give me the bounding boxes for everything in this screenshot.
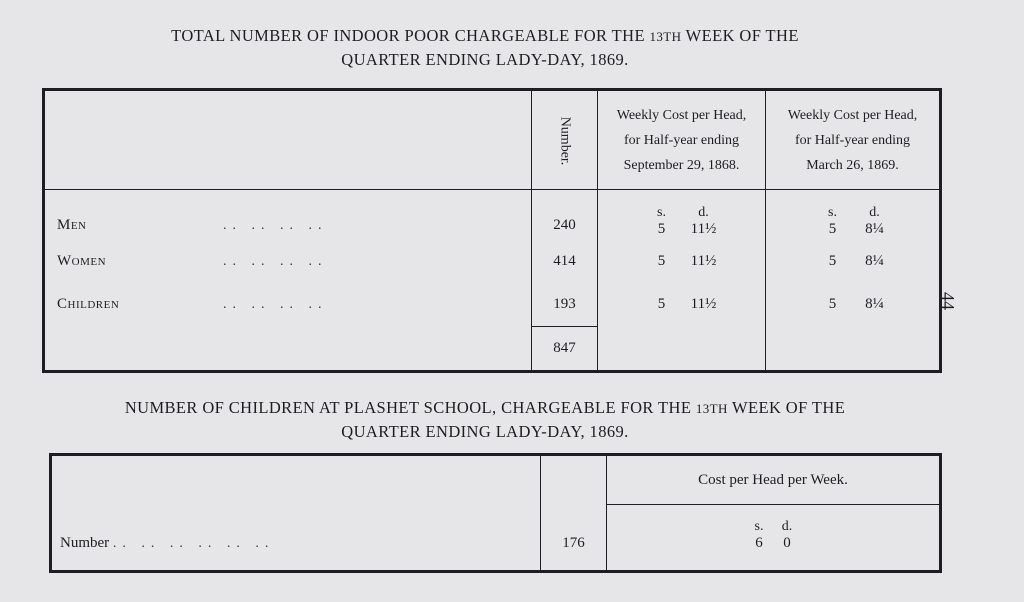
cost-shillings: 6 xyxy=(755,535,763,551)
row-label-cell xyxy=(44,240,532,283)
number-label: Number xyxy=(60,535,110,551)
table1-title xyxy=(30,24,940,71)
cost-pence: 0 xyxy=(783,535,791,551)
children-number: 193 xyxy=(532,283,598,327)
table-row xyxy=(44,283,941,327)
cost-1869-column-header xyxy=(766,90,941,190)
total-row xyxy=(44,326,941,371)
table1-header-row xyxy=(44,90,941,190)
row-label: Children xyxy=(57,295,120,312)
total-number: 847 xyxy=(532,326,598,371)
cost-pence: 11½ xyxy=(690,295,717,312)
unit-shillings: s. xyxy=(828,205,837,221)
cost-pence: 11½ xyxy=(690,221,717,238)
cost2-header-line2: for Half-year ending xyxy=(794,132,911,148)
cost-per-head-value xyxy=(607,505,941,572)
row-label: Women xyxy=(57,252,107,269)
leader-dots: .. .. .. .. .. .. xyxy=(112,536,275,551)
row-label-cell xyxy=(44,190,532,240)
men-cost-1868 xyxy=(598,190,766,240)
cost-shillings: 5 xyxy=(828,221,837,238)
women-number: 414 xyxy=(532,240,598,283)
unit-pence: d. xyxy=(698,205,709,221)
table-row xyxy=(44,190,941,240)
children-cost-1868 xyxy=(598,283,766,327)
number-header-text: Number. xyxy=(557,116,573,166)
number-label-cell xyxy=(51,455,541,572)
row-label: Men xyxy=(57,216,87,233)
cost-shillings: 5 xyxy=(828,295,837,312)
title1-line1-text: TOTAL NUMBER OF INDOOR POOR CHARGEABLE FOR THE xyxy=(171,26,645,45)
indoor-poor-table xyxy=(42,88,942,373)
title1-line2: QUARTER ENDING LADY-DAY, 1869. xyxy=(341,50,629,69)
cost-pence: 8¼ xyxy=(865,221,884,238)
number-column-header xyxy=(532,90,598,190)
cost-shillings: 5 xyxy=(657,221,666,238)
table2-header-row xyxy=(51,455,941,505)
blank-header-cell xyxy=(44,90,532,190)
unit-pence: d. xyxy=(781,519,793,534)
cost-1868-column-header xyxy=(598,90,766,190)
cost-shillings: 5 xyxy=(828,252,837,269)
row-label-cell xyxy=(44,283,532,327)
unit-shillings: s. xyxy=(754,519,764,534)
cost2-header-line1: Weekly Cost per Head, xyxy=(787,107,918,123)
title2-line1-text: NUMBER OF CHILDREN AT PLASHET SCHOOL, CHARGEABLE FOR THE xyxy=(124,398,692,417)
page-number: 44 xyxy=(938,292,958,310)
table-row xyxy=(44,240,941,283)
unit-pence: d. xyxy=(869,205,880,221)
leader-dots: .. .. .. .. xyxy=(223,296,328,312)
women-cost-1868 xyxy=(598,240,766,283)
title1-week: 13TH xyxy=(649,29,682,44)
total-blank-cell xyxy=(44,326,532,371)
children-cost-1869 xyxy=(766,283,941,327)
women-cost-1869 xyxy=(766,240,941,283)
cost-pence: 11½ xyxy=(690,252,717,269)
men-cost-1869 xyxy=(766,190,941,240)
cost-pence: 8¼ xyxy=(865,252,884,269)
table2-title xyxy=(30,396,940,443)
leader-dots: .. .. .. .. xyxy=(223,253,328,269)
cost-per-head-header: Cost per Head per Week. xyxy=(607,455,941,505)
total-blank-cost1 xyxy=(598,326,766,371)
cost1-header-line3: September 29, 1868. xyxy=(623,157,740,173)
plashet-school-table xyxy=(49,453,942,573)
cost1-header-line2: for Half-year ending xyxy=(623,132,740,148)
cost-shillings: 5 xyxy=(657,252,666,269)
title1-line1-end: WEEK OF THE xyxy=(685,26,799,45)
total-blank-cost2 xyxy=(766,326,941,371)
title2-line2: QUARTER ENDING LADY-DAY, 1869. xyxy=(341,422,629,441)
title2-line1-end: WEEK OF THE xyxy=(732,398,846,417)
cost2-header-line3: March 26, 1869. xyxy=(806,157,899,173)
cost1-header-line1: Weekly Cost per Head, xyxy=(616,107,747,123)
cost-pence: 8¼ xyxy=(865,295,884,312)
title2-week: 13TH xyxy=(695,401,728,416)
children-count: 176 xyxy=(541,455,607,572)
leader-dots: .. .. .. .. xyxy=(223,217,328,233)
men-number: 240 xyxy=(532,190,598,240)
cost-shillings: 5 xyxy=(657,295,666,312)
unit-shillings: s. xyxy=(657,205,666,221)
